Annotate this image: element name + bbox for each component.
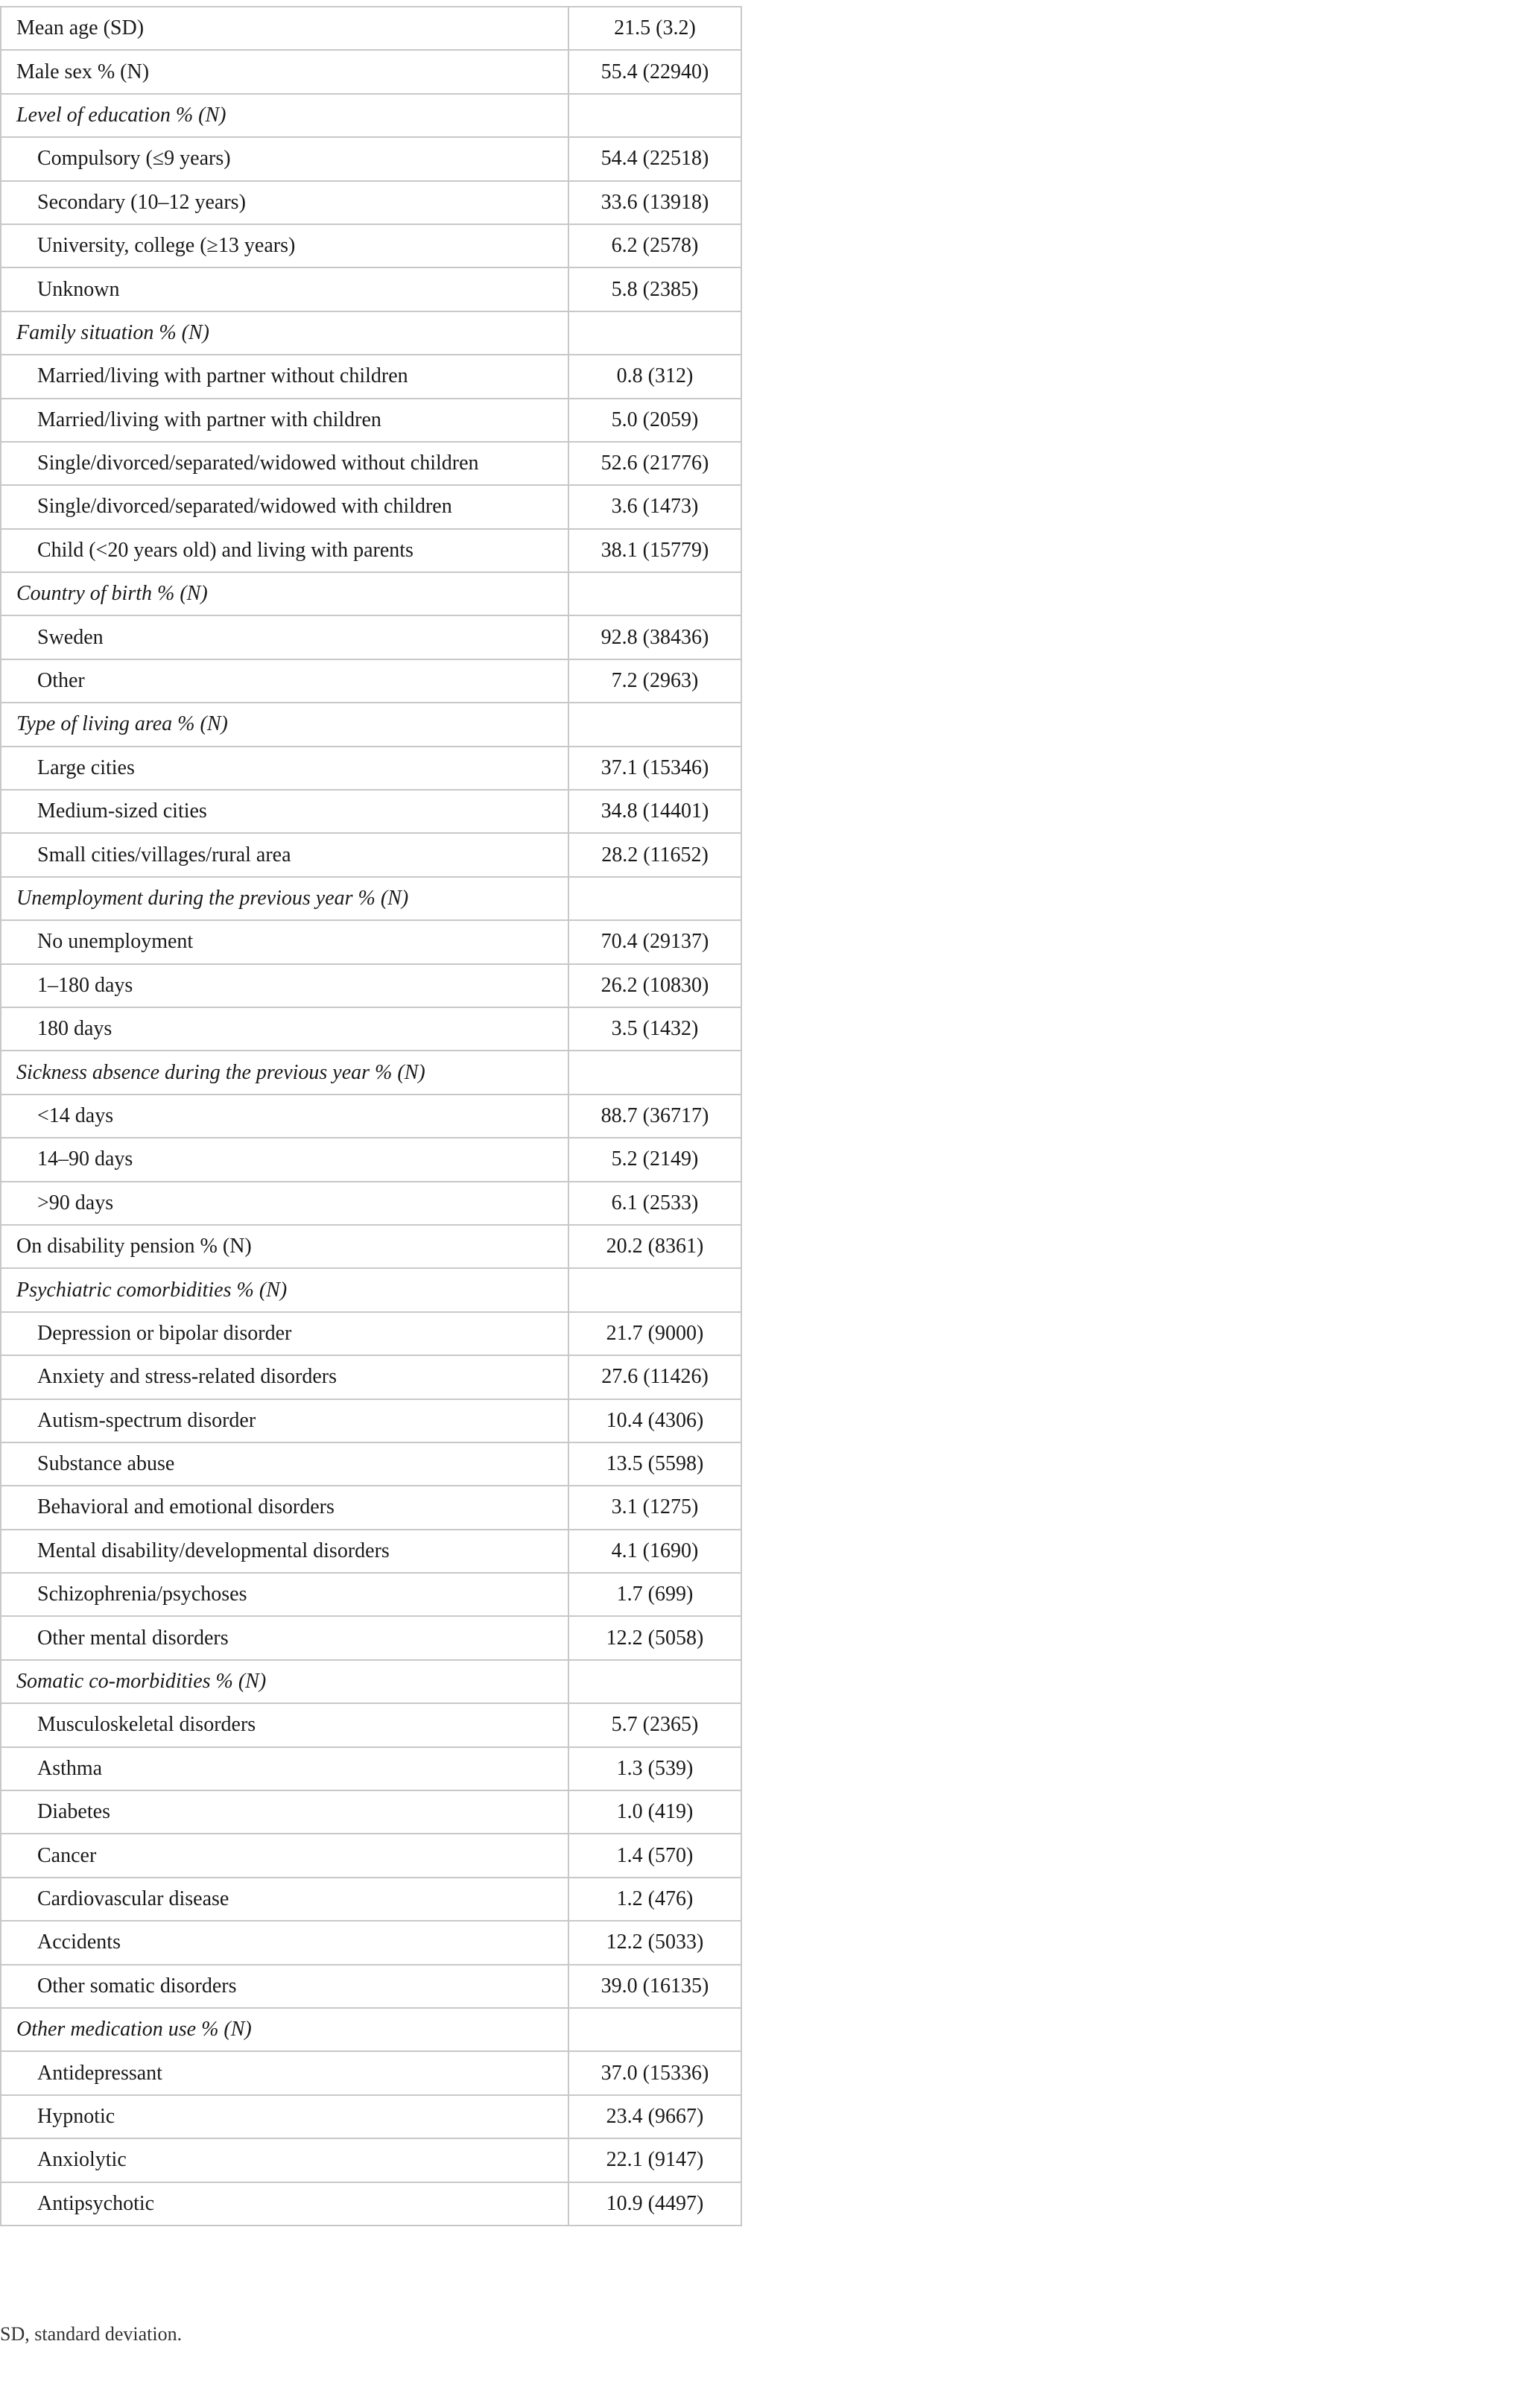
table-row <box>1 7 741 50</box>
row-label: Secondary (10–12 years) <box>1 181 568 224</box>
table-row <box>1 2051 741 2094</box>
row-value: 55.4 (22940) <box>568 50 741 93</box>
row-value: 3.6 (1473) <box>568 485 741 528</box>
row-value: 1.3 (539) <box>568 1747 741 1790</box>
section-header-row <box>1 572 741 615</box>
table-row <box>1 1573 741 1616</box>
row-value: 26.2 (10830) <box>568 964 741 1007</box>
table-body <box>1 7 741 2226</box>
row-label: Anxiolytic <box>1 2138 568 2182</box>
table-row <box>1 1703 741 1746</box>
row-label: Married/living with partner without children <box>1 355 568 398</box>
row-value: 33.6 (13918) <box>568 181 741 224</box>
table-row <box>1 1095 741 1138</box>
section-header-row <box>1 877 741 920</box>
row-value: 3.5 (1432) <box>568 1007 741 1051</box>
section-label: Country of birth % (N) <box>1 572 568 615</box>
table-row <box>1 224 741 267</box>
table-row <box>1 1225 741 1268</box>
section-header-row <box>1 1051 741 1094</box>
row-label: Accidents <box>1 1921 568 1964</box>
row-label: Large cities <box>1 747 568 790</box>
row-value: 5.2 (2149) <box>568 1138 741 1181</box>
row-label: Hypnotic <box>1 2095 568 2138</box>
row-value: 7.2 (2963) <box>568 659 741 703</box>
table-row <box>1 399 741 442</box>
row-label: Sweden <box>1 615 568 659</box>
table-row <box>1 1921 741 1964</box>
table-row <box>1 1312 741 1355</box>
row-value <box>568 1660 741 1703</box>
row-value: 38.1 (15779) <box>568 529 741 572</box>
row-value: 10.9 (4497) <box>568 2182 741 2226</box>
table-row <box>1 964 741 1007</box>
row-label: Child (<20 years old) and living with parents <box>1 529 568 572</box>
row-label: Unknown <box>1 267 568 311</box>
row-label: Diabetes <box>1 1790 568 1834</box>
row-value: 6.1 (2533) <box>568 1182 741 1225</box>
row-value: 70.4 (29137) <box>568 920 741 963</box>
row-value: 88.7 (36717) <box>568 1095 741 1138</box>
row-value: 5.0 (2059) <box>568 399 741 442</box>
row-value: 1.0 (419) <box>568 1790 741 1834</box>
section-label: Other medication use % (N) <box>1 2008 568 2051</box>
row-value: 37.0 (15336) <box>568 2051 741 2094</box>
table-row <box>1 1486 741 1529</box>
table-row <box>1 833 741 876</box>
row-label: Cancer <box>1 1834 568 1877</box>
row-label: Substance abuse <box>1 1442 568 1486</box>
row-label: 1–180 days <box>1 964 568 1007</box>
row-label: Single/divorced/separated/widowed with children <box>1 485 568 528</box>
row-label: 14–90 days <box>1 1138 568 1181</box>
row-label: >90 days <box>1 1182 568 1225</box>
row-label: University, college (≥13 years) <box>1 224 568 267</box>
row-label: Autism-spectrum disorder <box>1 1399 568 1442</box>
row-value: 54.4 (22518) <box>568 137 741 180</box>
row-label: Mean age (SD) <box>1 7 568 50</box>
table-row <box>1 1834 741 1877</box>
table-row <box>1 1747 741 1790</box>
table-row <box>1 181 741 224</box>
table-row <box>1 920 741 963</box>
row-label: Antidepressant <box>1 2051 568 2094</box>
row-label: <14 days <box>1 1095 568 1138</box>
section-label: Somatic co-morbidities % (N) <box>1 1660 568 1703</box>
row-label: Schizophrenia/psychoses <box>1 1573 568 1616</box>
row-label: Male sex % (N) <box>1 50 568 93</box>
table-row <box>1 2095 741 2138</box>
row-value <box>568 94 741 137</box>
table-row <box>1 442 741 485</box>
characteristics-table <box>0 6 742 2226</box>
table-row <box>1 355 741 398</box>
section-header-row <box>1 94 741 137</box>
section-header-row <box>1 703 741 746</box>
row-value: 4.1 (1690) <box>568 1530 741 1573</box>
table-footnote: SD, standard deviation. <box>0 2323 183 2345</box>
table-row <box>1 529 741 572</box>
row-value <box>568 572 741 615</box>
row-value: 20.2 (8361) <box>568 1225 741 1268</box>
table-container <box>0 6 742 2226</box>
table-row <box>1 659 741 703</box>
row-label: 180 days <box>1 1007 568 1051</box>
table-row <box>1 2138 741 2182</box>
row-label: Depression or bipolar disorder <box>1 1312 568 1355</box>
row-value: 5.7 (2365) <box>568 1703 741 1746</box>
row-value: 37.1 (15346) <box>568 747 741 790</box>
row-label: Compulsory (≤9 years) <box>1 137 568 180</box>
table-row <box>1 747 741 790</box>
row-value <box>568 2008 741 2051</box>
row-value: 52.6 (21776) <box>568 442 741 485</box>
row-value: 28.2 (11652) <box>568 833 741 876</box>
row-value: 1.2 (476) <box>568 1878 741 1921</box>
table-row <box>1 50 741 93</box>
row-value: 1.7 (699) <box>568 1573 741 1616</box>
row-value: 12.2 (5058) <box>568 1616 741 1659</box>
section-label: Family situation % (N) <box>1 311 568 355</box>
row-label: Anxiety and stress-related disorders <box>1 1355 568 1399</box>
table-row <box>1 790 741 833</box>
table-row <box>1 1790 741 1834</box>
table-row <box>1 1182 741 1225</box>
section-label: Unemployment during the previous year % (N) <box>1 877 568 920</box>
section-label: Sickness absence during the previous year % (N) <box>1 1051 568 1094</box>
table-row <box>1 2182 741 2226</box>
row-label: Musculoskeletal disorders <box>1 1703 568 1746</box>
row-label: Single/divorced/separated/widowed without children <box>1 442 568 485</box>
row-value: 21.7 (9000) <box>568 1312 741 1355</box>
section-header-row <box>1 2008 741 2051</box>
row-label: Antipsychotic <box>1 2182 568 2226</box>
table-row <box>1 1965 741 2008</box>
row-value: 22.1 (9147) <box>568 2138 741 2182</box>
table-row <box>1 1442 741 1486</box>
section-label: Type of living area % (N) <box>1 703 568 746</box>
row-label: Cardiovascular disease <box>1 1878 568 1921</box>
row-label: Mental disability/developmental disorders <box>1 1530 568 1573</box>
row-value: 23.4 (9667) <box>568 2095 741 2138</box>
row-value: 6.2 (2578) <box>568 224 741 267</box>
row-label: Medium-sized cities <box>1 790 568 833</box>
row-value <box>568 1051 741 1094</box>
row-label: Asthma <box>1 1747 568 1790</box>
section-header-row <box>1 1268 741 1311</box>
row-value: 21.5 (3.2) <box>568 7 741 50</box>
row-label: Small cities/villages/rural area <box>1 833 568 876</box>
row-label: Other mental disorders <box>1 1616 568 1659</box>
section-label: Psychiatric comorbidities % (N) <box>1 1268 568 1311</box>
row-label: Behavioral and emotional disorders <box>1 1486 568 1529</box>
row-value: 34.8 (14401) <box>568 790 741 833</box>
table-row <box>1 1355 741 1399</box>
table-row <box>1 1616 741 1659</box>
table-row <box>1 267 741 311</box>
table-row <box>1 1399 741 1442</box>
row-value <box>568 877 741 920</box>
row-value: 13.5 (5598) <box>568 1442 741 1486</box>
row-value: 27.6 (11426) <box>568 1355 741 1399</box>
row-value: 0.8 (312) <box>568 355 741 398</box>
section-label: Level of education % (N) <box>1 94 568 137</box>
row-label: Married/living with partner with children <box>1 399 568 442</box>
table-row <box>1 1007 741 1051</box>
row-value <box>568 1268 741 1311</box>
row-value: 3.1 (1275) <box>568 1486 741 1529</box>
row-label: Other <box>1 659 568 703</box>
table-row <box>1 1138 741 1181</box>
row-value: 1.4 (570) <box>568 1834 741 1877</box>
table-row <box>1 615 741 659</box>
row-value: 39.0 (16135) <box>568 1965 741 2008</box>
section-header-row <box>1 311 741 355</box>
row-label: No unemployment <box>1 920 568 963</box>
row-value: 92.8 (38436) <box>568 615 741 659</box>
row-value <box>568 311 741 355</box>
table-row <box>1 485 741 528</box>
section-header-row <box>1 1660 741 1703</box>
row-value: 5.8 (2385) <box>568 267 741 311</box>
table-row <box>1 137 741 180</box>
table-row <box>1 1878 741 1921</box>
row-label: Other somatic disorders <box>1 1965 568 2008</box>
table-row <box>1 1530 741 1573</box>
row-value <box>568 703 741 746</box>
row-label: On disability pension % (N) <box>1 1225 568 1268</box>
row-value: 10.4 (4306) <box>568 1399 741 1442</box>
row-value: 12.2 (5033) <box>568 1921 741 1964</box>
